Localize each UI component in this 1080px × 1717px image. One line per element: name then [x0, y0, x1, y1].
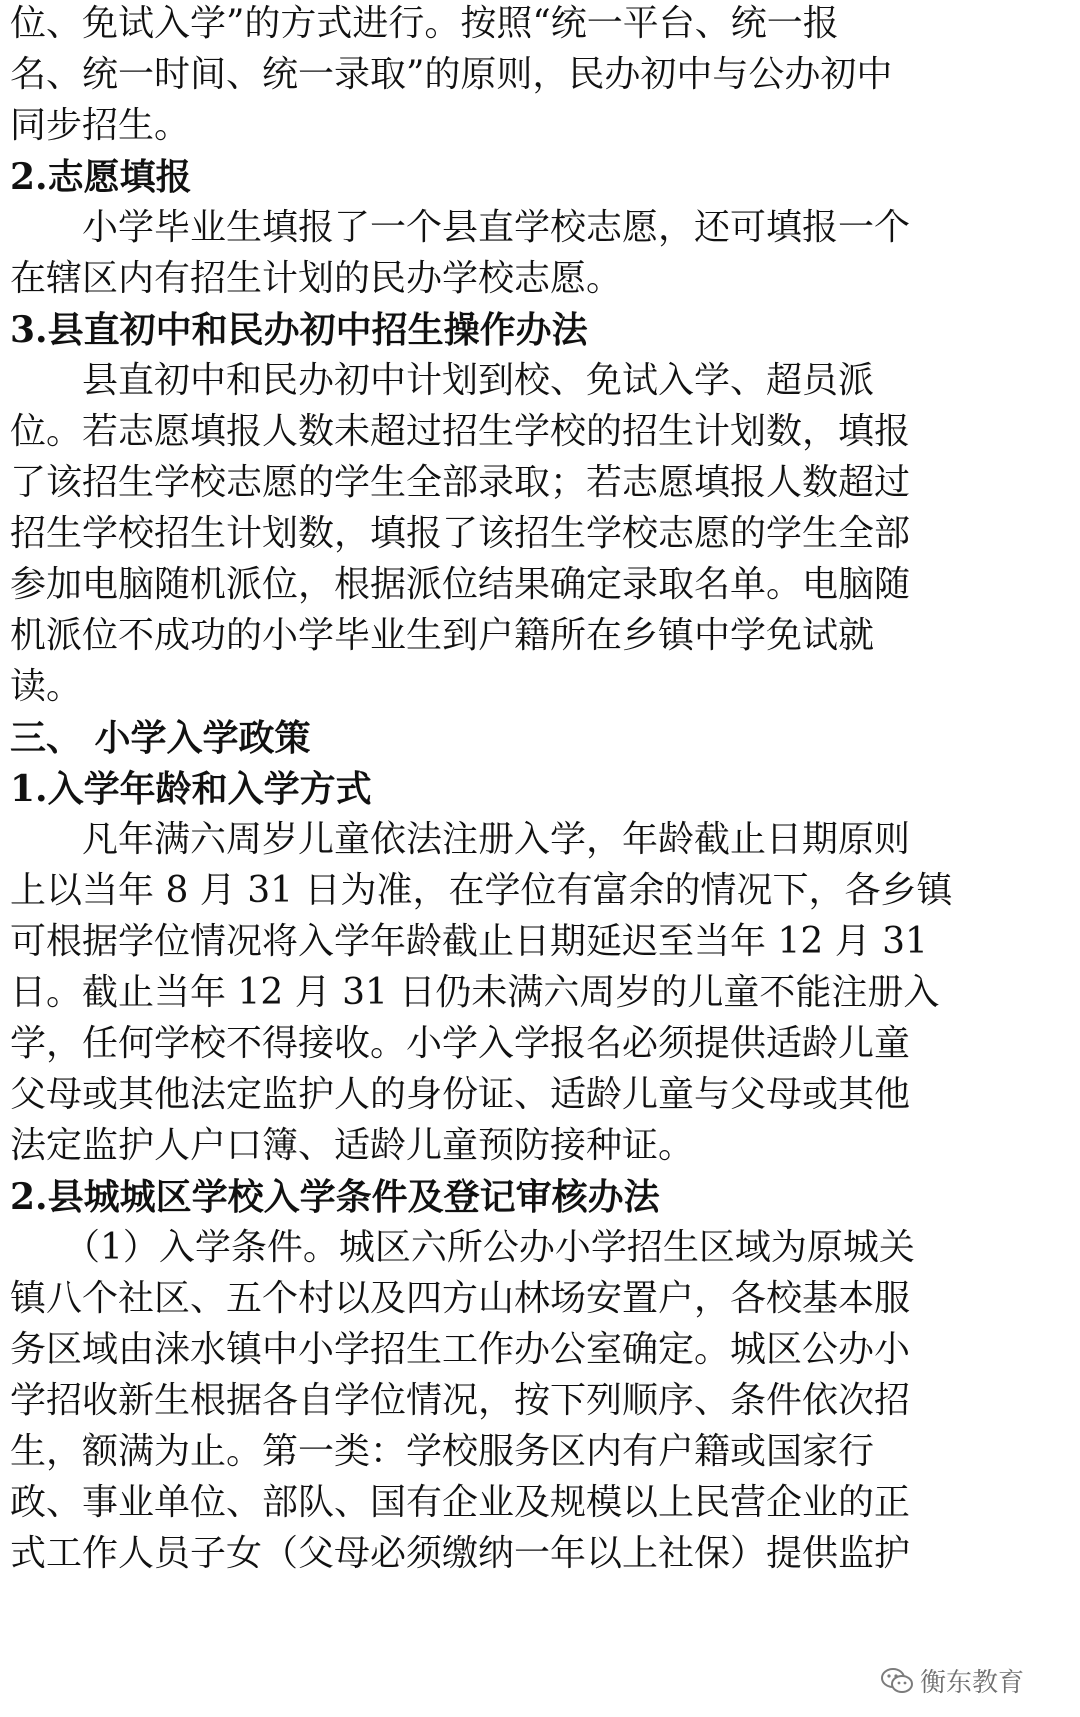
- paragraph-line: 在辖区内有招生计划的民办学校志愿。: [10, 258, 623, 299]
- paragraph-line: 名、统一时间、统一录取”的原则，民办初中与公办初中: [10, 54, 893, 95]
- section-heading: 3.县直初中和民办初中招生操作办法: [10, 309, 588, 351]
- paragraph-line: 凡年满六周岁儿童依法注册入学，年龄截止日期原则: [10, 819, 911, 860]
- paragraph-line: 生，额满为止。第一类：学校服务区内有户籍或国家行: [10, 1431, 875, 1472]
- paragraph-line: 上以当年 8 月 31 日为准，在学位有富余的情况下，各乡镇: [10, 870, 953, 911]
- paragraph-line: （1）入学条件。城区六所公办小学招生区域为原城关: [10, 1227, 915, 1268]
- paragraph-line: 镇八个社区、五个村以及四方山林场安置户，各校基本服: [10, 1278, 911, 1319]
- chapter-heading: 三、 小学入学政策: [10, 717, 311, 759]
- section-heading: 2.志愿填报: [10, 156, 192, 198]
- section-heading: 2.县城城区学校入学条件及登记审核办法: [10, 1176, 660, 1218]
- paragraph-line: 位。若志愿填报人数未超过招生学校的招生计划数，填报: [10, 411, 911, 452]
- paragraph-line: 招生学校招生计划数，填报了该招生学校志愿的学生全部: [10, 513, 911, 554]
- paragraph-line: 政、事业单位、部队、国有企业及规模以上民营企业的正: [10, 1482, 911, 1523]
- paragraph-line: 父母或其他法定监护人的身份证、适龄儿童与父母或其他: [10, 1074, 911, 1115]
- wechat-icon: [880, 1667, 914, 1695]
- watermark-text: 衡东教育: [920, 1668, 1025, 1698]
- paragraph-line: 机派位不成功的小学毕业生到户籍所在乡镇中学免试就: [10, 615, 875, 656]
- paragraph-line: 日。截止当年 12 月 31 日仍未满六周岁的儿童不能注册入: [10, 972, 940, 1013]
- paragraph-line: 读。: [10, 666, 83, 707]
- paragraph-line: 务区域由涞水镇中小学招生工作办公室确定。城区公办小: [10, 1329, 911, 1370]
- paragraph-line: 式工作人员子女（父母必须缴纳一年以上社保）提供监护: [10, 1533, 911, 1574]
- paragraph-line: 学，任何学校不得接收。小学入学报名必须提供适龄儿童: [10, 1023, 911, 1064]
- paragraph-line: 小学毕业生填报了一个县直学校志愿，还可填报一个: [10, 207, 911, 248]
- paragraph-line: 县直初中和民办初中计划到校、免试入学、超员派: [10, 360, 875, 401]
- paragraph-line: 学招收新生根据各自学位情况，按下列顺序、条件依次招: [10, 1380, 911, 1421]
- paragraph-line: 法定监护人户口簿、适龄儿童预防接种证。: [10, 1125, 695, 1166]
- paragraph-line: 参加电脑随机派位，根据派位结果确定录取名单。电脑随: [10, 564, 911, 605]
- paragraph-line: 可根据学位情况将入学年龄截止日期延迟至当年 12 月 31: [10, 921, 928, 962]
- paragraph-line: 位、免试入学”的方式进行。按照“统一平台、统一报: [10, 3, 839, 44]
- paragraph-line: 同步招生。: [10, 105, 191, 146]
- section-heading: 1.入学年龄和入学方式: [10, 768, 372, 810]
- paragraph-line: 了该招生学校志愿的学生全部录取；若志愿填报人数超过: [10, 462, 911, 503]
- watermark: [880, 1662, 1024, 1699]
